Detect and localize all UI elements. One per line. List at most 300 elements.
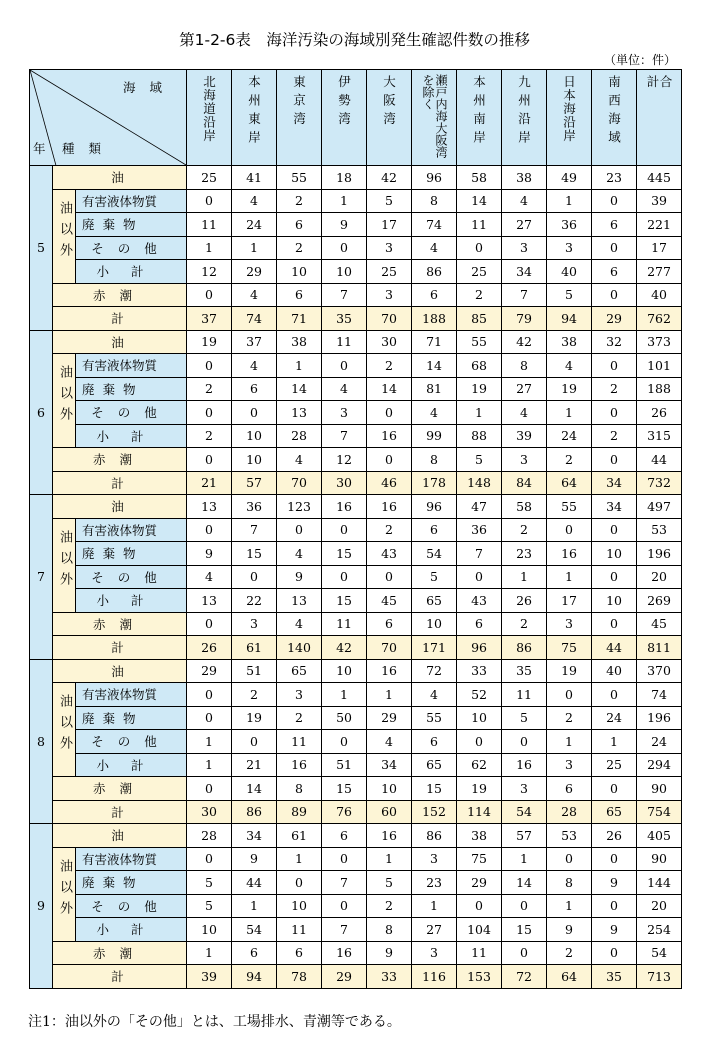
value-cell: 17 — [547, 589, 592, 613]
value-cell: 35 — [322, 307, 367, 331]
value-cell: 0 — [187, 847, 232, 871]
value-cell: 33 — [367, 965, 412, 989]
table-row — [30, 918, 682, 942]
value-cell: 1 — [187, 236, 232, 260]
value-cell: 12 — [322, 448, 367, 472]
value-cell: 1 — [412, 894, 457, 918]
value-cell: 25 — [457, 260, 502, 284]
row-label-hazardous: 有害液体物質 — [76, 683, 187, 707]
value-cell: 40 — [592, 659, 637, 683]
value-cell: 28 — [277, 424, 322, 448]
value-cell: 18 — [322, 166, 367, 190]
value-cell: 6 — [232, 941, 277, 965]
value-cell: 188 — [412, 307, 457, 331]
value-cell: 30 — [322, 471, 367, 495]
value-cell: 5 — [187, 894, 232, 918]
value-cell: 1 — [187, 941, 232, 965]
value-cell: 0 — [592, 612, 637, 636]
value-cell: 8 — [367, 918, 412, 942]
row-label-total: 計 — [53, 965, 187, 989]
value-cell: 20 — [637, 894, 682, 918]
value-cell: 2 — [547, 706, 592, 730]
value-cell: 14 — [232, 777, 277, 801]
value-cell: 8 — [412, 189, 457, 213]
row-label-other: その他 — [76, 730, 187, 754]
row-label-oil: 油 — [53, 495, 187, 519]
value-cell: 0 — [502, 730, 547, 754]
value-cell: 0 — [457, 565, 502, 589]
value-cell: 370 — [637, 659, 682, 683]
value-cell: 53 — [637, 518, 682, 542]
value-cell: 94 — [547, 307, 592, 331]
value-cell: 1 — [502, 565, 547, 589]
value-cell: 0 — [322, 354, 367, 378]
value-cell: 26 — [637, 401, 682, 425]
row-label-red-tide: 赤潮 — [53, 777, 187, 801]
value-cell: 0 — [322, 518, 367, 542]
value-cell: 2 — [367, 894, 412, 918]
value-cell: 153 — [457, 965, 502, 989]
table-row — [30, 941, 682, 965]
value-cell: 34 — [502, 260, 547, 284]
value-cell: 10 — [457, 706, 502, 730]
table-row — [30, 213, 682, 237]
value-cell: 3 — [547, 236, 592, 260]
value-cell: 62 — [457, 753, 502, 777]
table-row — [30, 565, 682, 589]
value-cell: 0 — [592, 683, 637, 707]
value-cell: 0 — [592, 448, 637, 472]
value-cell: 96 — [412, 495, 457, 519]
value-cell: 1 — [187, 753, 232, 777]
value-cell: 15 — [232, 542, 277, 566]
value-cell: 19 — [457, 377, 502, 401]
value-cell: 6 — [412, 518, 457, 542]
value-cell: 0 — [232, 565, 277, 589]
value-cell: 4 — [322, 377, 367, 401]
value-cell: 38 — [502, 166, 547, 190]
value-cell: 14 — [502, 871, 547, 895]
row-label-waste: 廃棄物 — [76, 213, 187, 237]
value-cell: 99 — [412, 424, 457, 448]
value-cell: 6 — [412, 730, 457, 754]
value-cell: 7 — [322, 871, 367, 895]
value-cell: 45 — [637, 612, 682, 636]
value-cell: 19 — [547, 377, 592, 401]
value-cell: 5 — [187, 871, 232, 895]
value-cell: 9 — [592, 871, 637, 895]
table-row — [30, 753, 682, 777]
table-row — [30, 307, 682, 331]
value-cell: 33 — [457, 659, 502, 683]
value-cell: 0 — [187, 189, 232, 213]
value-cell: 0 — [592, 401, 637, 425]
value-cell: 445 — [637, 166, 682, 190]
row-label-red-tide: 赤潮 — [53, 448, 187, 472]
value-cell: 36 — [457, 518, 502, 542]
value-cell: 90 — [637, 777, 682, 801]
value-cell: 1 — [367, 683, 412, 707]
value-cell: 713 — [637, 965, 682, 989]
value-cell: 1 — [547, 565, 592, 589]
value-cell: 44 — [592, 636, 637, 660]
value-cell: 1 — [322, 683, 367, 707]
value-cell: 4 — [277, 542, 322, 566]
value-cell: 315 — [637, 424, 682, 448]
value-cell: 1 — [277, 847, 322, 871]
value-cell: 8 — [277, 777, 322, 801]
non-oil-group-label: 油以外 — [53, 847, 76, 941]
value-cell: 35 — [502, 659, 547, 683]
value-cell: 85 — [457, 307, 502, 331]
value-cell: 294 — [637, 753, 682, 777]
value-cell: 10 — [322, 260, 367, 284]
row-label-waste: 廃棄物 — [76, 542, 187, 566]
value-cell: 53 — [547, 824, 592, 848]
value-cell: 74 — [637, 683, 682, 707]
table-row — [30, 965, 682, 989]
value-cell: 37 — [187, 307, 232, 331]
value-cell: 373 — [637, 330, 682, 354]
value-cell: 29 — [232, 260, 277, 284]
value-cell: 60 — [367, 800, 412, 824]
value-cell: 40 — [547, 260, 592, 284]
table-row — [30, 683, 682, 707]
value-cell: 2 — [592, 424, 637, 448]
col-header: 大阪湾 — [367, 70, 412, 166]
value-cell: 3 — [367, 236, 412, 260]
value-cell: 3 — [367, 283, 412, 307]
value-cell: 3 — [502, 777, 547, 801]
value-cell: 36 — [232, 495, 277, 519]
value-cell: 24 — [547, 424, 592, 448]
value-cell: 1 — [232, 236, 277, 260]
table-row — [30, 777, 682, 801]
table-row — [30, 730, 682, 754]
value-cell: 7 — [502, 283, 547, 307]
value-cell: 0 — [547, 518, 592, 542]
row-label-hazardous: 有害液体物質 — [76, 189, 187, 213]
value-cell: 55 — [547, 495, 592, 519]
value-cell: 34 — [232, 824, 277, 848]
value-cell: 90 — [637, 847, 682, 871]
value-cell: 0 — [187, 683, 232, 707]
header-kaiiki: 海域 — [123, 80, 177, 95]
value-cell: 10 — [592, 589, 637, 613]
value-cell: 42 — [367, 166, 412, 190]
value-cell: 0 — [187, 354, 232, 378]
value-cell: 72 — [502, 965, 547, 989]
value-cell: 11 — [322, 330, 367, 354]
value-cell: 0 — [277, 871, 322, 895]
value-cell: 14 — [412, 354, 457, 378]
value-cell: 24 — [232, 213, 277, 237]
value-cell: 0 — [367, 565, 412, 589]
value-cell: 54 — [502, 800, 547, 824]
value-cell: 2 — [502, 518, 547, 542]
value-cell: 23 — [502, 542, 547, 566]
value-cell: 0 — [592, 283, 637, 307]
value-cell: 4 — [412, 236, 457, 260]
col-header: 本州東岸 — [232, 70, 277, 166]
value-cell: 2 — [547, 448, 592, 472]
value-cell: 0 — [187, 283, 232, 307]
value-cell: 116 — [412, 965, 457, 989]
row-label-hazardous: 有害液体物質 — [76, 847, 187, 871]
value-cell: 0 — [592, 354, 637, 378]
value-cell: 96 — [412, 166, 457, 190]
value-cell: 4 — [412, 683, 457, 707]
value-cell: 9 — [187, 542, 232, 566]
value-cell: 81 — [412, 377, 457, 401]
value-cell: 5 — [457, 448, 502, 472]
value-cell: 4 — [547, 354, 592, 378]
value-cell: 7 — [322, 283, 367, 307]
value-cell: 732 — [637, 471, 682, 495]
value-cell: 0 — [187, 706, 232, 730]
row-label-total: 計 — [53, 800, 187, 824]
value-cell: 4 — [187, 565, 232, 589]
col-header: 九州沿岸 — [502, 70, 547, 166]
value-cell: 5 — [547, 283, 592, 307]
value-cell: 57 — [232, 471, 277, 495]
value-cell: 762 — [637, 307, 682, 331]
value-cell: 16 — [502, 753, 547, 777]
value-cell: 2 — [502, 612, 547, 636]
row-label-waste: 廃棄物 — [76, 706, 187, 730]
value-cell: 2 — [187, 377, 232, 401]
value-cell: 44 — [637, 448, 682, 472]
row-label-hazardous: 有害液体物質 — [76, 354, 187, 378]
value-cell: 39 — [502, 424, 547, 448]
value-cell: 10 — [187, 918, 232, 942]
col-header: 伊勢湾 — [322, 70, 367, 166]
value-cell: 24 — [637, 730, 682, 754]
table-row — [30, 847, 682, 871]
value-cell: 10 — [232, 448, 277, 472]
row-label-total: 計 — [53, 636, 187, 660]
value-cell: 54 — [232, 918, 277, 942]
value-cell: 3 — [412, 847, 457, 871]
value-cell: 0 — [502, 894, 547, 918]
non-oil-group-label: 油以外 — [53, 189, 76, 283]
table-row — [30, 330, 682, 354]
value-cell: 754 — [637, 800, 682, 824]
table-row — [30, 518, 682, 542]
value-cell: 11 — [187, 213, 232, 237]
row-label-other: その他 — [76, 565, 187, 589]
row-label-other: その他 — [76, 236, 187, 260]
value-cell: 15 — [502, 918, 547, 942]
value-cell: 0 — [592, 894, 637, 918]
col-header: 日本海沿岸 — [547, 70, 592, 166]
value-cell: 64 — [547, 471, 592, 495]
row-label-subtotal: 小計 — [76, 260, 187, 284]
value-cell: 37 — [232, 330, 277, 354]
value-cell: 104 — [457, 918, 502, 942]
value-cell: 0 — [502, 941, 547, 965]
value-cell: 47 — [457, 495, 502, 519]
value-cell: 70 — [367, 307, 412, 331]
value-cell: 144 — [637, 871, 682, 895]
value-cell: 9 — [277, 565, 322, 589]
value-cell: 21 — [187, 471, 232, 495]
value-cell: 8 — [502, 354, 547, 378]
row-label-subtotal: 小計 — [76, 589, 187, 613]
value-cell: 171 — [412, 636, 457, 660]
header-nen: 年 — [33, 141, 46, 156]
table-row — [30, 495, 682, 519]
value-cell: 6 — [277, 213, 322, 237]
value-cell: 101 — [637, 354, 682, 378]
value-cell: 4 — [277, 612, 322, 636]
table-row — [30, 189, 682, 213]
value-cell: 71 — [412, 330, 457, 354]
non-oil-group-label: 油以外 — [53, 518, 76, 612]
value-cell: 51 — [322, 753, 367, 777]
value-cell: 140 — [277, 636, 322, 660]
value-cell: 5 — [367, 871, 412, 895]
value-cell: 3 — [502, 448, 547, 472]
value-cell: 16 — [367, 824, 412, 848]
unit-label: （単位：件） — [603, 53, 676, 67]
value-cell: 35 — [592, 965, 637, 989]
header-row — [30, 70, 682, 166]
year-cell: 6 — [30, 330, 53, 495]
value-cell: 188 — [637, 377, 682, 401]
value-cell: 13 — [277, 589, 322, 613]
table-row — [30, 612, 682, 636]
value-cell: 4 — [232, 189, 277, 213]
table-row — [30, 636, 682, 660]
table-row — [30, 871, 682, 895]
col-header: 瀬戸内海大阪湾を除く — [412, 70, 457, 166]
value-cell: 29 — [322, 965, 367, 989]
value-cell: 1 — [592, 730, 637, 754]
header-shurui: 種類 — [62, 141, 116, 156]
value-cell: 40 — [637, 283, 682, 307]
value-cell: 6 — [277, 283, 322, 307]
value-cell: 86 — [502, 636, 547, 660]
value-cell: 70 — [277, 471, 322, 495]
table-row — [30, 424, 682, 448]
value-cell: 6 — [592, 213, 637, 237]
value-cell: 86 — [232, 800, 277, 824]
value-cell: 36 — [547, 213, 592, 237]
value-cell: 6 — [322, 824, 367, 848]
value-cell: 11 — [277, 730, 322, 754]
value-cell: 58 — [457, 166, 502, 190]
pollution-table — [29, 69, 682, 989]
value-cell: 16 — [367, 424, 412, 448]
value-cell: 1 — [232, 894, 277, 918]
value-cell: 11 — [502, 683, 547, 707]
value-cell: 15 — [322, 542, 367, 566]
value-cell: 25 — [367, 260, 412, 284]
value-cell: 96 — [457, 636, 502, 660]
non-oil-group-label: 油以外 — [53, 354, 76, 448]
value-cell: 196 — [637, 706, 682, 730]
value-cell: 10 — [592, 542, 637, 566]
value-cell: 9 — [367, 941, 412, 965]
value-cell: 0 — [457, 236, 502, 260]
value-cell: 1 — [547, 189, 592, 213]
value-cell: 29 — [592, 307, 637, 331]
value-cell: 2 — [277, 706, 322, 730]
value-cell: 16 — [322, 495, 367, 519]
value-cell: 61 — [232, 636, 277, 660]
table-row — [30, 354, 682, 378]
value-cell: 6 — [547, 777, 592, 801]
value-cell: 0 — [187, 612, 232, 636]
value-cell: 9 — [592, 918, 637, 942]
value-cell: 0 — [592, 941, 637, 965]
value-cell: 1 — [502, 847, 547, 871]
value-cell: 3 — [232, 612, 277, 636]
value-cell: 29 — [187, 659, 232, 683]
row-label-subtotal: 小計 — [76, 424, 187, 448]
value-cell: 0 — [187, 518, 232, 542]
value-cell: 1 — [322, 189, 367, 213]
value-cell: 2 — [457, 283, 502, 307]
value-cell: 0 — [187, 401, 232, 425]
value-cell: 86 — [412, 260, 457, 284]
value-cell: 25 — [592, 753, 637, 777]
value-cell: 89 — [277, 800, 322, 824]
year-cell: 8 — [30, 659, 53, 824]
value-cell: 74 — [412, 213, 457, 237]
table-row — [30, 471, 682, 495]
value-cell: 27 — [412, 918, 457, 942]
value-cell: 49 — [547, 166, 592, 190]
value-cell: 11 — [457, 213, 502, 237]
value-cell: 0 — [592, 847, 637, 871]
value-cell: 28 — [187, 824, 232, 848]
value-cell: 10 — [322, 659, 367, 683]
value-cell: 10 — [367, 777, 412, 801]
table-row — [30, 824, 682, 848]
value-cell: 25 — [187, 166, 232, 190]
value-cell: 17 — [637, 236, 682, 260]
value-cell: 3 — [547, 612, 592, 636]
col-header: 合計 — [637, 70, 682, 166]
value-cell: 3 — [547, 753, 592, 777]
value-cell: 152 — [412, 800, 457, 824]
value-cell: 0 — [322, 894, 367, 918]
value-cell: 0 — [457, 894, 502, 918]
row-label-subtotal: 小計 — [76, 753, 187, 777]
value-cell: 55 — [412, 706, 457, 730]
table-row — [30, 236, 682, 260]
value-cell: 43 — [457, 589, 502, 613]
value-cell: 78 — [277, 965, 322, 989]
table-title: 第1-2-6表 海洋汚染の海域別発生確認件数の推移 — [179, 31, 530, 49]
value-cell: 3 — [412, 941, 457, 965]
value-cell: 13 — [187, 495, 232, 519]
footnote: 注1：油以外の「その他」とは、工場排水、青潮等である。 — [28, 1014, 401, 1030]
table-row — [30, 377, 682, 401]
value-cell: 38 — [277, 330, 322, 354]
value-cell: 15 — [322, 777, 367, 801]
value-cell: 6 — [457, 612, 502, 636]
header-corner — [30, 70, 187, 166]
value-cell: 0 — [457, 730, 502, 754]
value-cell: 14 — [277, 377, 322, 401]
value-cell: 19 — [232, 706, 277, 730]
value-cell: 148 — [457, 471, 502, 495]
value-cell: 0 — [277, 518, 322, 542]
value-cell: 0 — [322, 730, 367, 754]
